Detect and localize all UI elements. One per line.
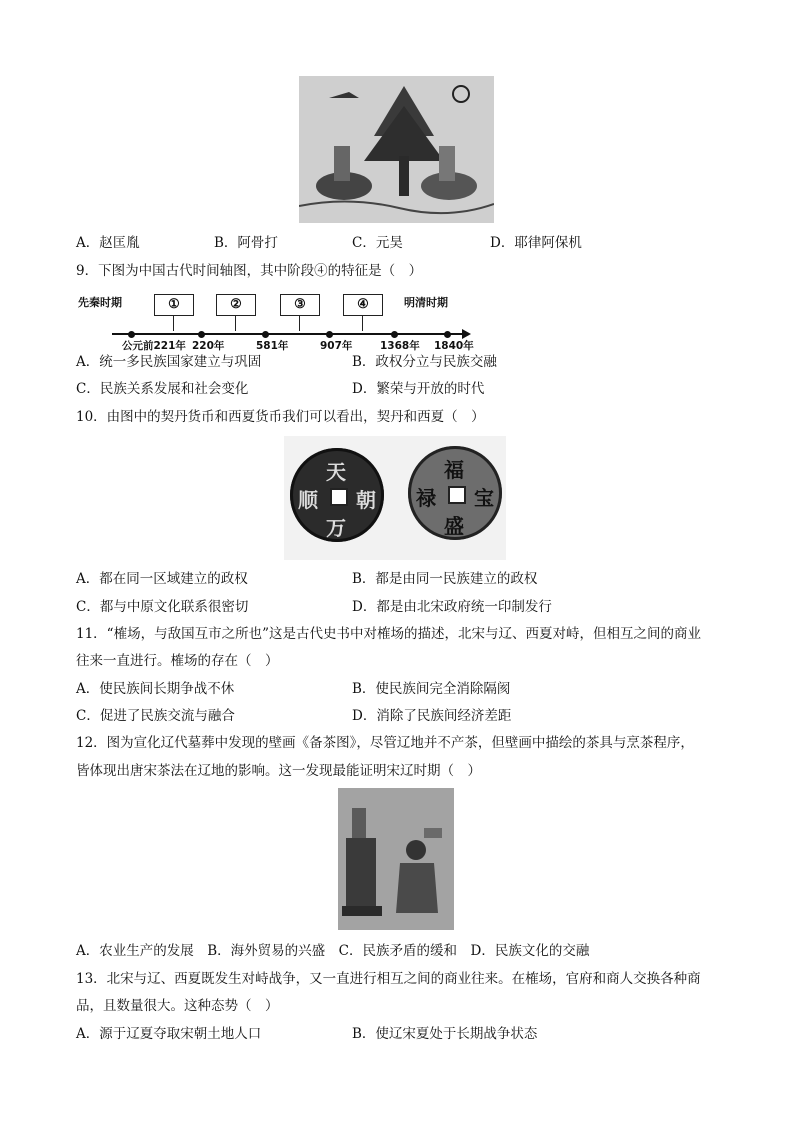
q12-stem-line1: 12．图为宣化辽代墓葬中发现的壁画《备茶图》，尽管辽地并不产茶，但壁画中描绘的茶具与烹茶程序，: [76, 735, 694, 751]
q10-option-d: D．都是由北宋政府统一印制发行: [352, 599, 552, 615]
q9-option-a: A．统一多民族国家建立与巩固: [76, 354, 262, 370]
timeline-tick-dot: [326, 331, 333, 338]
meeting-illustration: [299, 76, 494, 223]
timeline-tick-dot: [198, 331, 205, 338]
q11-stem-line1: 11．“榷场，与敌国互市之所也”这是古代史书中对榷场的描述，北宋与辽、西夏对峙，但相互之间的商业: [76, 626, 701, 642]
timeline-tick-label: 公元前221年: [122, 340, 186, 352]
timeline-stage-4: ④: [343, 294, 383, 316]
q8-option-c: C．元昊: [352, 235, 403, 251]
q11-option-b: B．使民族间完全消除隔阂: [352, 681, 511, 697]
q9-option-d: D．繁荣与开放的时代: [352, 381, 485, 397]
timeline-stage-2: ②: [216, 294, 256, 316]
timeline-tick-dot: [391, 331, 398, 338]
mural-drawing: [338, 788, 454, 930]
timeline-tick-label: 1368年: [380, 340, 420, 352]
q8-option-d: D．耶律阿保机: [490, 235, 582, 251]
q9-stem: 9．下图为中国古代时间轴图，其中阶段④的特征是（ ）: [76, 263, 423, 279]
timeline-tick-label: 907年: [320, 340, 353, 352]
q12-options: A．农业生产的发展 B．海外贸易的兴盛 C．民族矛盾的缓和 D．民族文化的交融: [76, 943, 590, 959]
timeline-tick-dot: [444, 331, 451, 338]
q8-option-a: A．赵匡胤: [76, 235, 140, 251]
q13-stem-line2: 品，且数量很大。这种态势（ ）: [76, 998, 279, 1014]
tea-preparation-mural: [338, 788, 454, 930]
timeline-tick-dot: [262, 331, 269, 338]
q13-option-b: B．使辽宋夏处于长期战争状态: [352, 1026, 538, 1042]
q13-option-a: A．源于辽夏夺取宋朝土地人口: [76, 1026, 262, 1042]
q9-option-b: B．政权分立与民族交融: [352, 354, 497, 370]
timeline-stage-3: ③: [280, 294, 320, 316]
coins-image: [284, 436, 506, 560]
timeline-tick-label: 220年: [192, 340, 225, 352]
q12-stem-line2: 皆体现出唐宋茶法在辽地的影响。这一发现最能证明宋辽时期（ ）: [76, 763, 481, 779]
xixia-coin: 福 宝 盛 禄: [408, 446, 502, 540]
q11-option-c: C．促进了民族交流与融合: [76, 708, 235, 724]
timeline-stage-1: ①: [154, 294, 194, 316]
q11-stem-line2: 往来一直进行。榷场的存在（ ）: [76, 653, 279, 669]
q11-option-d: D．消除了民族间经济差距: [352, 708, 512, 724]
illustration-drawing: [299, 76, 494, 223]
q9-option-c: C．民族关系发展和社会变化: [76, 381, 249, 397]
q10-option-c: C．都与中原文化联系很密切: [76, 599, 249, 615]
timeline-tick-label: 1840年: [434, 340, 474, 352]
q11-option-a: A．使民族间长期争战不休: [76, 681, 235, 697]
q10-option-b: B．都是由同一民族建立的政权: [352, 571, 538, 587]
q10-option-a: A．都在同一区域建立的政权: [76, 571, 248, 587]
timeline-axis: [112, 333, 464, 335]
timeline-end-label: 明清时期: [404, 296, 448, 309]
khitan-coin: 天 朝 万 顺: [290, 448, 384, 542]
q13-stem-line1: 13．北宋与辽、西夏既发生对峙战争，又一直进行相互之间的商业往来。在榷场，官府和商人交换各种商: [76, 971, 701, 987]
q8-option-b: B．阿骨打: [214, 235, 278, 251]
timeline-tick-dot: [128, 331, 135, 338]
timeline-start-label: 先秦时期: [78, 296, 122, 309]
q10-stem: 10．由图中的契丹货币和西夏货币我们可以看出，契丹和西夏（ ）: [76, 409, 485, 425]
timeline-tick-label: 581年: [256, 340, 289, 352]
